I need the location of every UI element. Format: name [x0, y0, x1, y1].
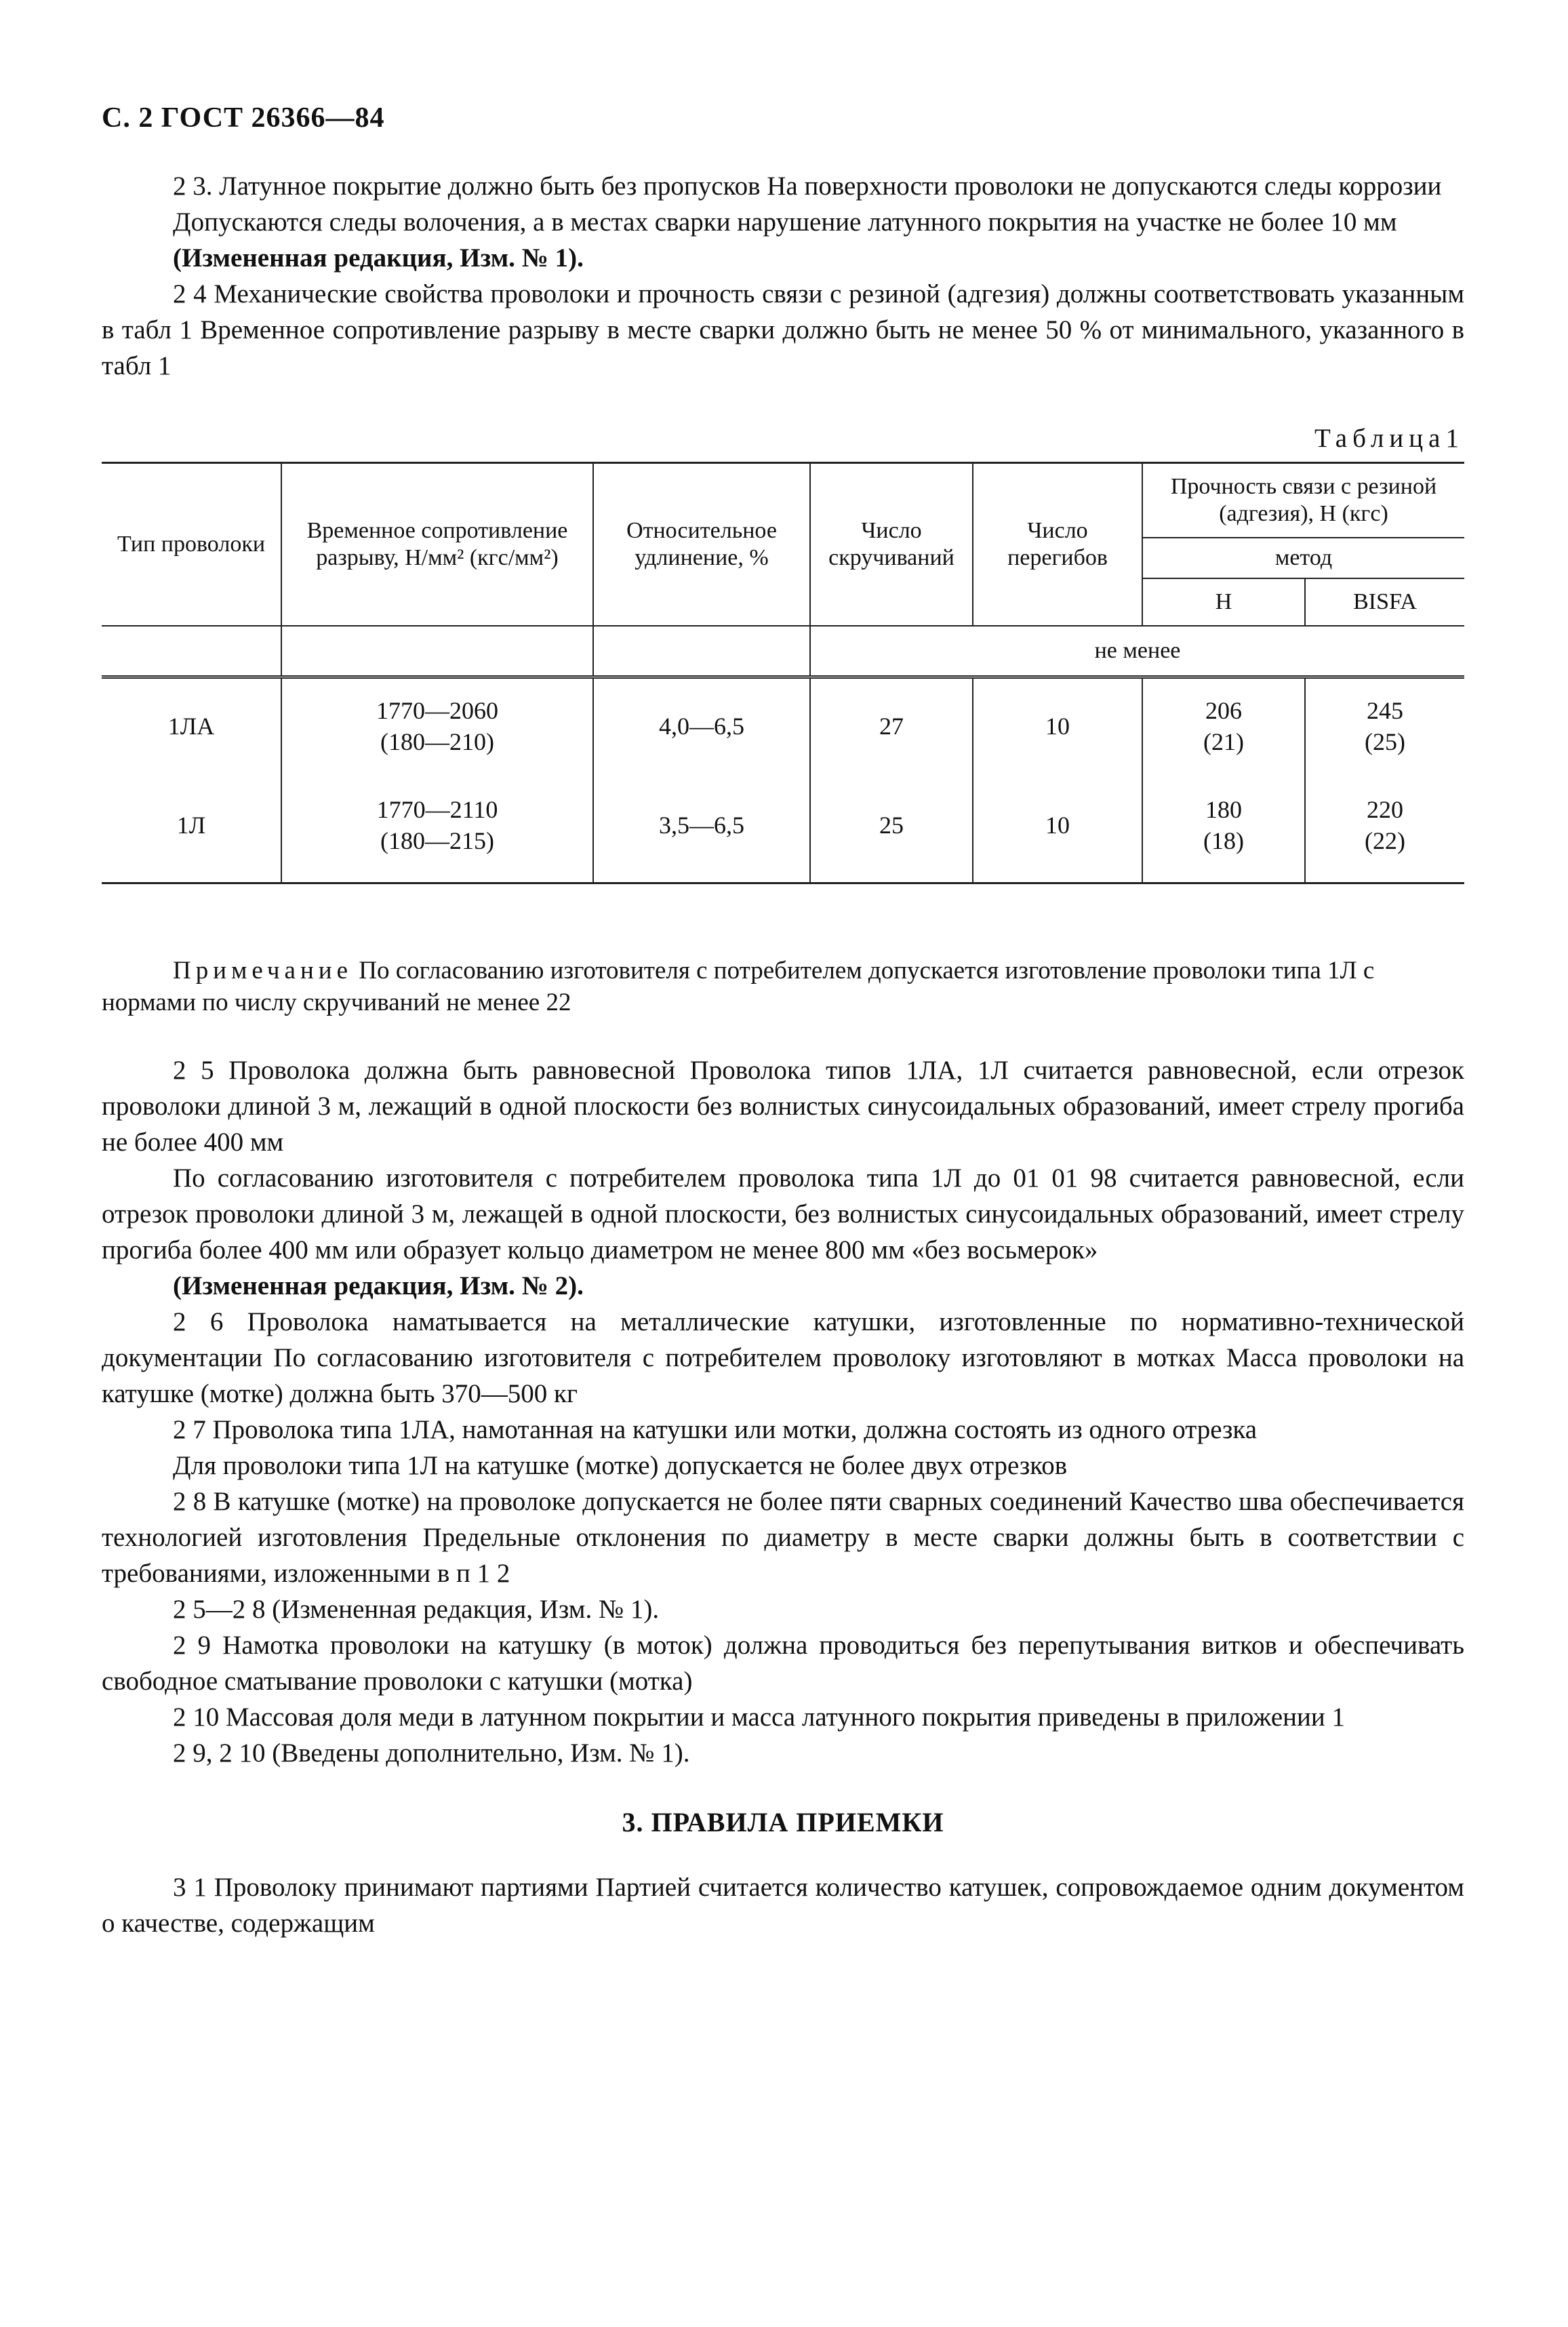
clause-2-5: 2 5 Проволока должна быть равновесной Проволока типов 1ЛА, 1Л считается равновесной, если отрезок проволоки длиной 3 м, лежащий в одной плоскости без волнистых синусоидальных образований, имеет стрелу прогиба не более 400 мм [102, 1056, 1464, 1157]
cell-h: 206 (21) [1142, 692, 1305, 760]
header-method-bisfa: BISFA [1305, 578, 1464, 626]
amendment-note-2: (Измененная редакция, Изм. № 2). [173, 1271, 584, 1300]
section-3-title: 3. ПРАВИЛА ПРИЕМКИ [622, 1807, 944, 1837]
cell-elongation: 3,5—6,5 [593, 791, 810, 859]
table-note [102, 955, 1464, 1018]
clause-2-4: 2 4 Механические свойства проволоки и прочность связи с резиной (адгезия) должны соответствовать указанным в табл 1 Временное сопротивление разрыву в месте сварки должно быть не менее 50 % от минимального, указанного в табл 1 [102, 279, 1464, 380]
table-row [102, 692, 1464, 760]
header-strength: Временное сопротивление разрыву, Н/мм² (кгс/мм²) [281, 463, 593, 626]
table-caption: Таблица1 [1314, 424, 1464, 453]
cell-bends: 10 [973, 692, 1142, 760]
clause-2-7-continued: Для проволоки типа 1Л на катушке (мотке) допускается не более двух отрезков [173, 1451, 1068, 1480]
cell-bends: 10 [973, 791, 1142, 859]
cell-elongation: 4,0—6,5 [593, 692, 810, 760]
clause-2-7: 2 7 Проволока типа 1ЛА, намотанная на катушки или мотки, должна состоять из одного отрезка [173, 1415, 1258, 1444]
header-min-label: не менее [1094, 638, 1181, 663]
clause-2-6: 2 6 Проволока наматывается на металлические катушки, изготовленные по нормативно-технической документации По согласованию изготовителя с потребителем проволоку изготовляют в мотках Масса проволоки на катушке (мотке) должна быть 370—500 кг [102, 1307, 1464, 1408]
cell-bisfa: 220 (22) [1365, 796, 1405, 854]
properties-table [102, 462, 1464, 890]
cell-type: 1Л [102, 791, 281, 859]
clause-2-10: 2 10 Массовая доля меди в латунном покрытии и масса латунного покрытия приведены в приложении 1 [173, 1703, 1346, 1732]
document-page [102, 102, 1464, 1941]
header-method-h: Н [1142, 578, 1305, 626]
clause-3-1: 3 1 Проволоку принимают партиями Партией считается количество катушек, сопровождаемое одним документом о качестве, содержащим [102, 1873, 1464, 1938]
cell-bisfa: 245 (25) [1365, 697, 1405, 755]
cell-twists: 25 [810, 791, 973, 859]
clause-2-9: 2 9 Намотка проволоки на катушку (в моток) должна проводиться без перепутывания витков и обеспечивать свободное сматывание проволоки с катушки (мотка) [102, 1631, 1464, 1696]
cell-h: 180 (18) [1142, 791, 1305, 859]
header-method: метод [1142, 538, 1464, 578]
note-label: Примечание [173, 957, 353, 984]
cell-strength: 1770—2060 (180—210) [281, 692, 593, 760]
page-header: С. 2 ГОСТ 26366—84 [102, 102, 385, 134]
header-adhesion: Прочность связи с резиной (адгезия), Н (кгс) [1142, 463, 1464, 538]
header-bends: Число перегибов [973, 463, 1142, 626]
clause-2-3: 2 3. Латунное покрытие должно быть без пропусков На поверхности проволоки не допускаются следы коррозии [173, 172, 1442, 201]
clause-2-5-continued: По согласованию изготовителя с потребителем проволока типа 1Л до 01 01 98 считается равновесной, если отрезок проволоки длиной 3 м, лежащей в одной плоскости, без волнистых синусоидальных образований, имеет стрелу прогиба более 400 мм или образует кольцо диаметром не менее 800 мм «без восьмерок» [102, 1164, 1464, 1265]
note-text: По согласованию изготовителя с потребителем допускается изготовление проволоки типа 1Л с нормами по числу скручиваний не менее 22 [102, 957, 1375, 1016]
header-elongation: Относительное удлинение, % [593, 463, 810, 626]
cell-strength: 1770—2110 (180—215) [281, 791, 593, 859]
amendment-note-2-5-2-8: 2 5—2 8 (Измененная редакция, Изм. № 1). [173, 1595, 660, 1624]
clause-2-8: 2 8 В катушке (мотке) на проволоке допускается не более пяти сварных соединений Качество шва обеспечивается технологией изготовления Предельные отклонения по диаметру в месте сварки должны быть в соответствии с требованиями, изложенными в п 1 2 [102, 1487, 1464, 1588]
table-row [102, 791, 1464, 859]
header-type: Тип проволоки [102, 463, 281, 626]
cell-twists: 27 [810, 692, 973, 760]
clause-2-3-continued: Допускаются следы волочения, а в местах сварки нарушение латунного покрытия на участке не более 10 мм [173, 207, 1397, 237]
amendment-note-2-9-2-10: 2 9, 2 10 (Введены дополнительно, Изм. № 1). [173, 1738, 690, 1768]
amendment-note-1: (Измененная редакция, Изм. № 1). [173, 243, 584, 273]
header-twists: Число скручиваний [810, 463, 973, 626]
cell-type: 1ЛА [102, 692, 281, 760]
